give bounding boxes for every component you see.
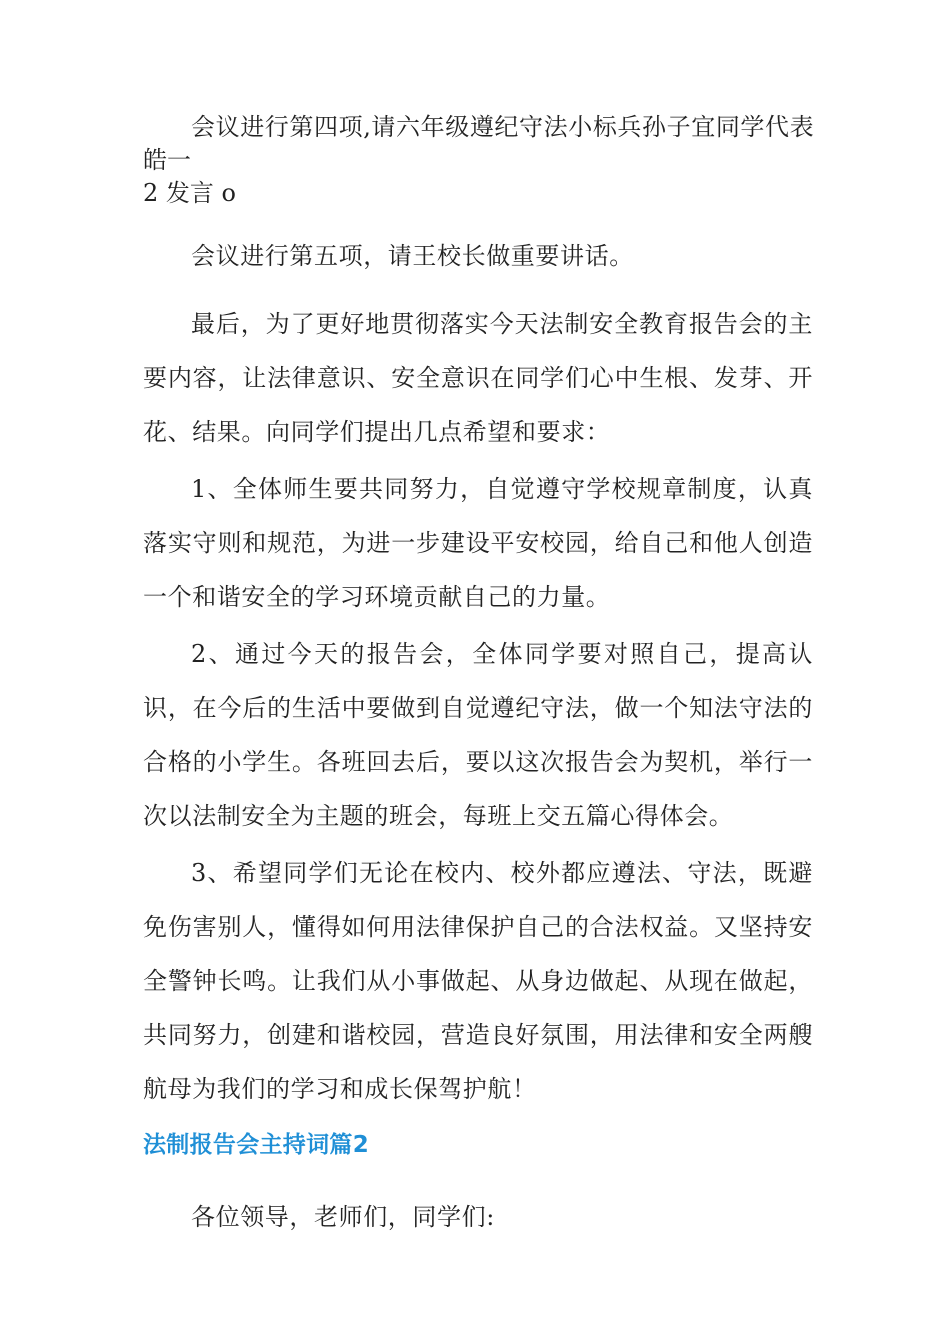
item5-paragraph: 会议进行第五项，请王校长做重要讲话。 [191,242,634,270]
greeting-paragraph: 各位领导，老师们，同学们: [191,1203,495,1231]
section-heading: 法制报告会主持词篇2 [143,1132,370,1158]
item4-paragraph-line2: 皓一 [143,146,191,174]
requirement-2-paragraph: 2、通过今天的报告会，全体同学要对照自己，提高认识，在今后的生活中要做到自觉遵纪守法，做一个知法守法的合格的小学生。各班回去后，要以这次报告会为契机，举行一次以法制安全为主题的班会，每班上交五篇心得体会。 [143,640,813,830]
requirement-3-paragraph: 3、希望同学们无论在校内、校外都应遵法、守法，既避免伤害别人，懂得如何用法律保护自己的合法权益。又坚持安全警钟长鸣。让我们从小事做起、从身边做起、从现在做起，共同努力，创建和谐校园，营造良好氛围，用法律和安全两艘航母为我们的学习和成长保驾护航！ [143,859,813,1103]
item4-paragraph-line1: 会议进行第四项,请六年级遵纪守法小标兵孙子宜同学代表 [191,113,815,141]
item4-paragraph-line3: 2 发言 o [143,179,236,207]
closing-paragraph: 最后，为了更好地贯彻落实今天法制安全教育报告会的主要内容，让法律意识、安全意识在同学们心中生根、发芽、开花、结果。向同学们提出几点希望和要求： [143,310,813,446]
requirement-1-paragraph: 1、全体师生要共同努力，自觉遵守学校规章制度，认真落实守则和规范，为进一步建设平安校园，给自己和他人创造一个和谐安全的学习环境贡献自己的力量。 [143,475,813,611]
